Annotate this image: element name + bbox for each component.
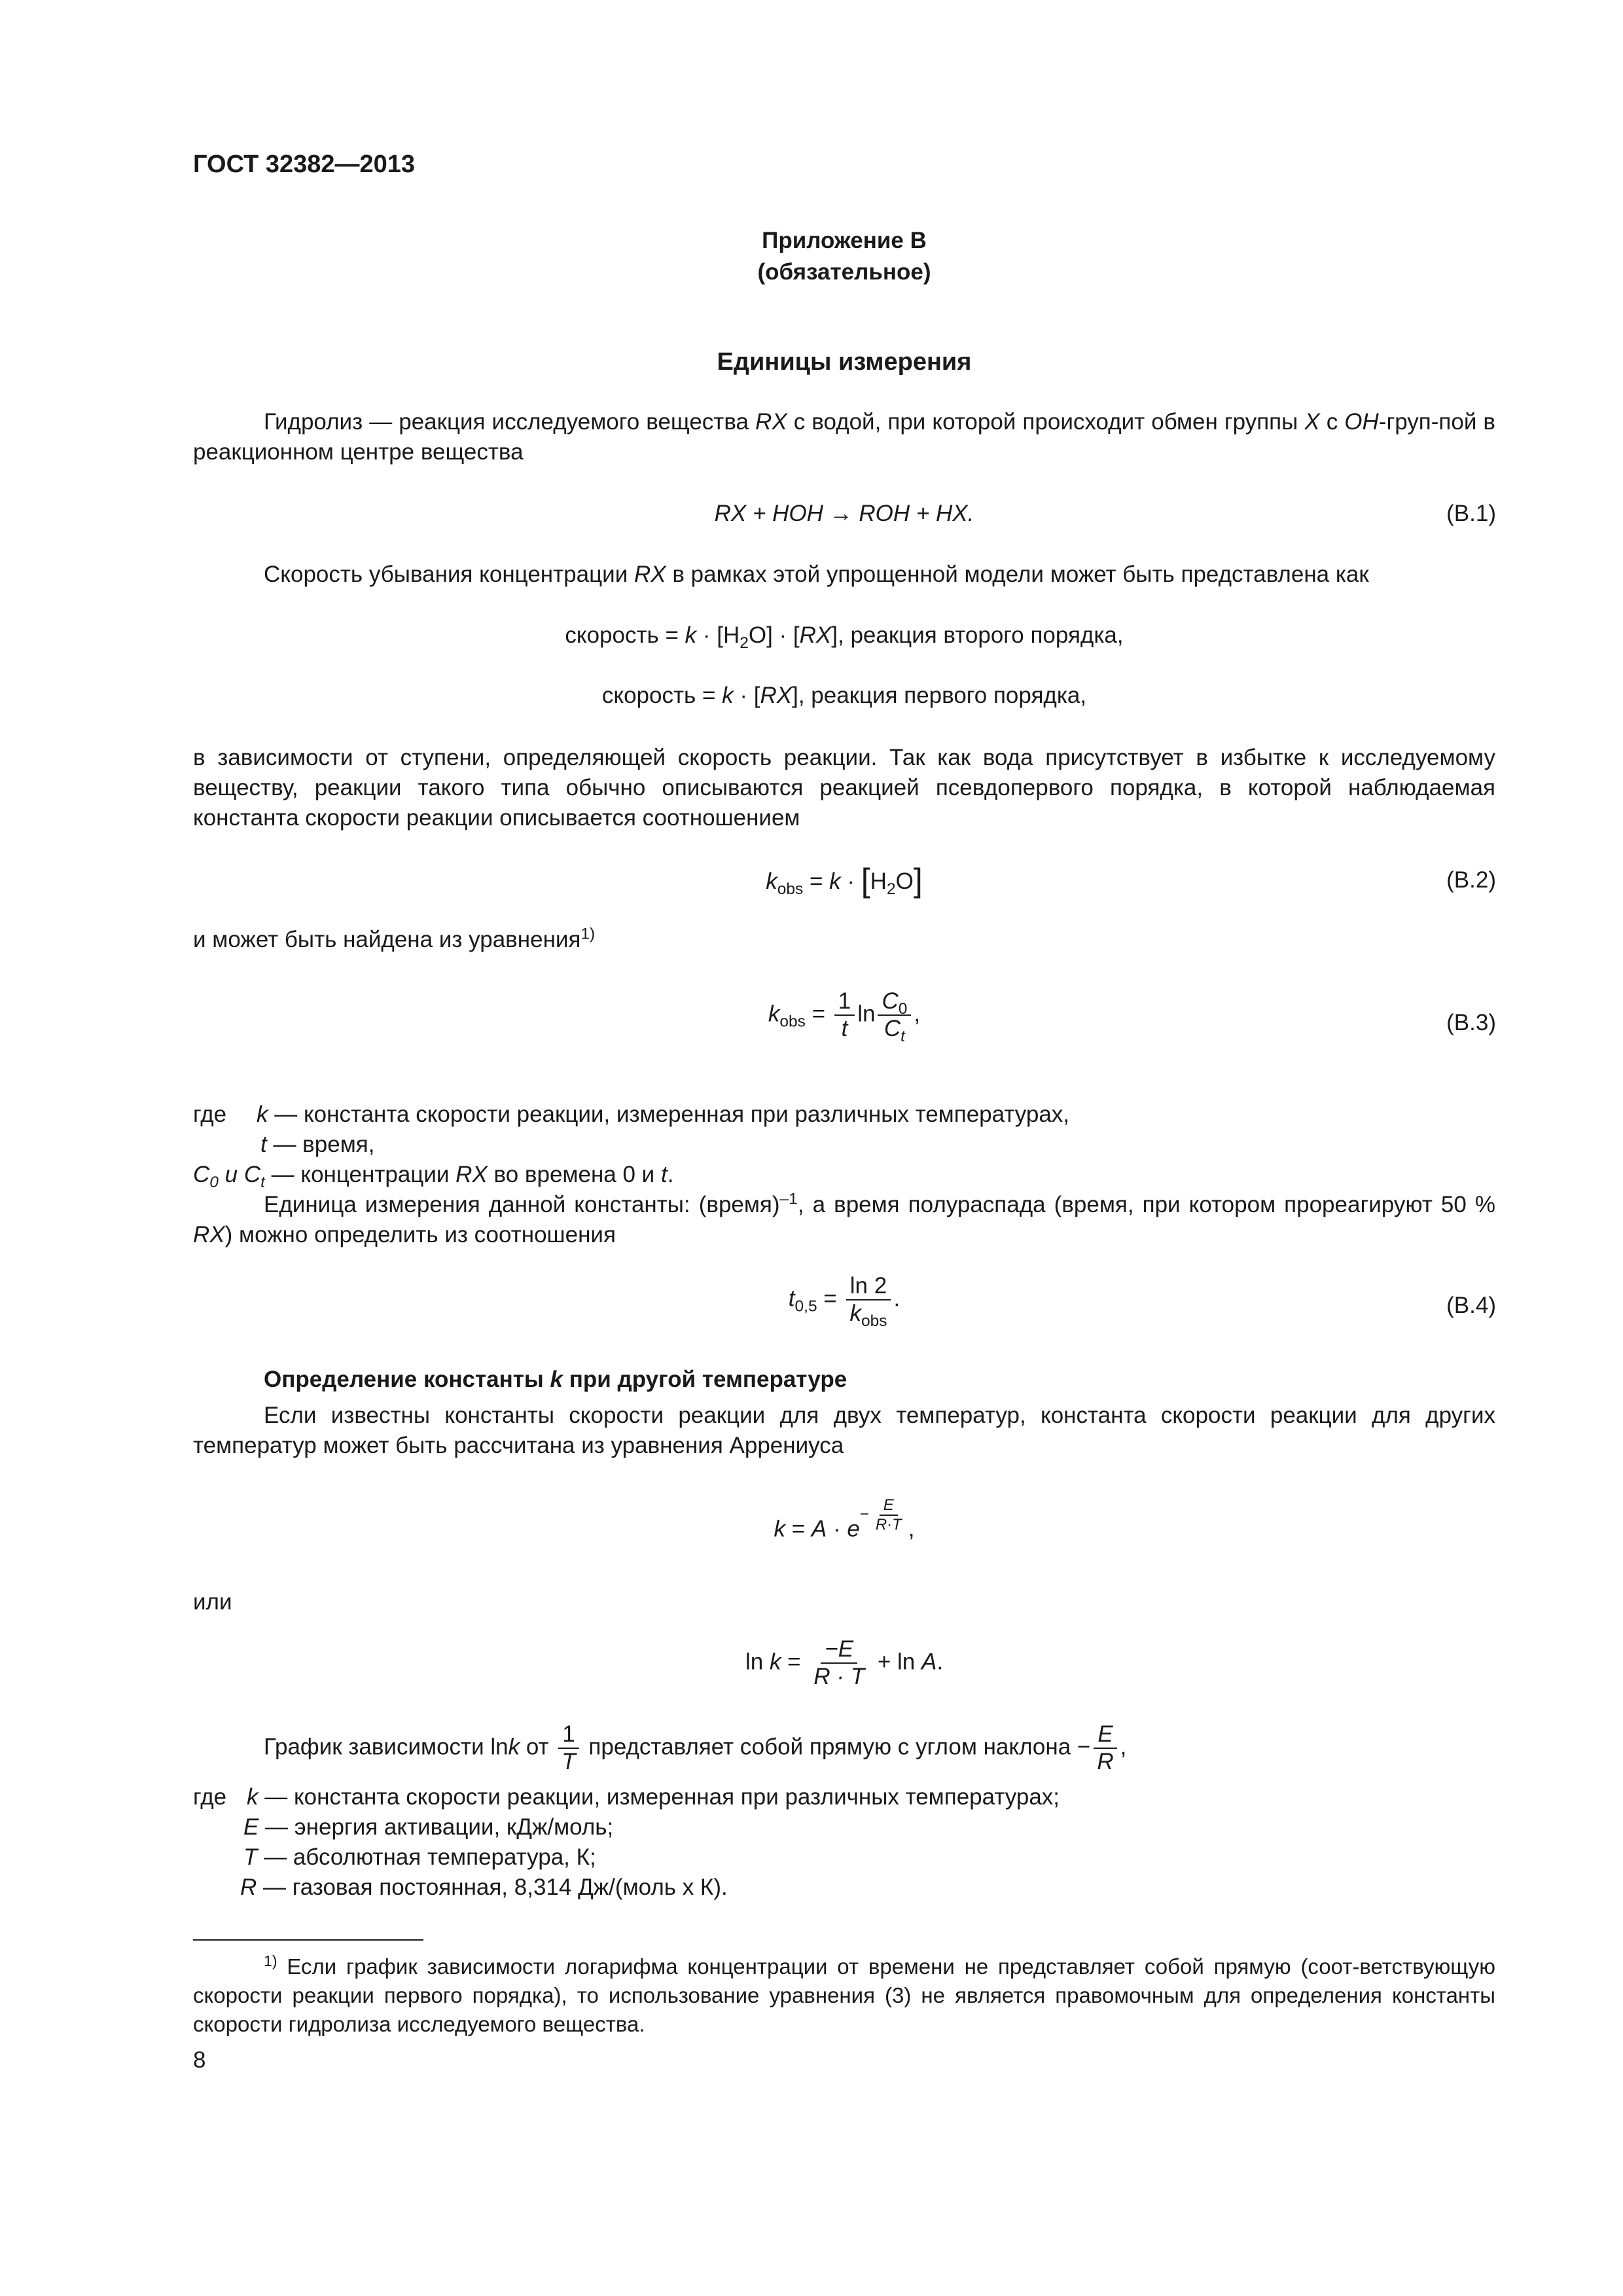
equation-arrhenius: $k = A \cdot e^{- \frac{E}{R\cdot T}}$ , — [774, 1496, 915, 1542]
equation-b3: $k_{obs}$ = $\frac{1}{t}$ ln $\frac{C_0}{C_t}$ , — [768, 988, 921, 1046]
footnote-rule — [193, 1939, 423, 1941]
fraction-e-over-r: $\frac{E}{R}$ — [1093, 1721, 1117, 1776]
definition-t: t — время, — [260, 1132, 375, 1157]
unit-paragraph: Единица измерения данной константы: (время)$^{-1}$, а время полураспада (время, при котором прореагируют 50 % RX) можно определить из соотношения — [193, 1190, 1495, 1247]
graph-description: График зависимости lnk от $\frac{1}{T}$ представляет собой прямую с углом наклона − $\frac{E}{R}$ , — [264, 1721, 1127, 1775]
found-from-equation: и может быть найдена из уравнения$^{1)}$ — [193, 925, 596, 952]
definition-r: R — газовая постоянная, 8,314 Дж/(моль х К). — [240, 1874, 728, 1900]
document-id: ГОСТ 32382—2013 — [193, 151, 416, 178]
fraction-1-over-t: $\frac{1}{t}$ — [834, 988, 855, 1043]
definition-concentrations: $C_0$ и $C_t$ — концентрации RX во времена 0 и t. — [193, 1162, 674, 1191]
equation-number-b2: (В.2) — [1446, 867, 1496, 893]
equation-b2: $k_{obs} = k \cdot [H_2O]$ — [766, 862, 923, 899]
equation-log-form: ln k = $\frac{-E}{R \cdot T}$ + ln A. — [745, 1636, 944, 1690]
section-title: Единицы измерения — [717, 348, 972, 376]
definition-e: E — энергия активации, кДж/моль; — [243, 1814, 614, 1840]
page-number: 8 — [193, 2047, 206, 2073]
rate-line-second-order: скорость = $k \cdot [H_2O] \cdot [RX]$, реакция второго порядка, — [565, 622, 1124, 652]
or-text: или — [193, 1589, 232, 1615]
exponent-fraction: $\frac{E}{R\cdot T}$ — [875, 1496, 902, 1534]
fraction-minus-e-over-rt: $\frac{-E}{R \cdot T}$ — [813, 1636, 865, 1690]
equation-number-b1: (В.1) — [1446, 501, 1496, 526]
dependency-paragraph: в зависимости от ступени, определяющей скорость реакции. Так как вода присутствует в избытке к исследуемому веществу, реакции такого типа обычно описываются реакцией псевдопервого порядка, в которой наблюдаемая константа скорости реакции описывается соотношением — [193, 745, 1495, 831]
rate-intro: Скорость убывания концентрации RX в рамках этой упрощенной модели может быть представлена как — [264, 562, 1369, 587]
equation-number-b3: (В.3) — [1446, 1010, 1496, 1035]
arrhenius-paragraph: Если известны константы скорости реакции для двух температур, константа скорости реакции для других температур может быть рассчитана из уравнения Аррениуса — [193, 1403, 1495, 1458]
fraction-ln2-over-kobs: $\frac{\ln 2}{k_{obs}}$ — [846, 1273, 891, 1327]
fraction-c0-over-ct: $\frac{C_0}{C_t}$ — [878, 988, 911, 1043]
definition-k-2: k — константа скорости реакции, измеренная при различных температурах; — [247, 1784, 1060, 1810]
where-label: где — [193, 1102, 227, 1127]
where-label-2: где — [193, 1784, 227, 1810]
footnote: $^{1)}$ Если график зависимости логарифма концентрации от времени не представляет собой прямую (соот-ветствующую скорости реакции первого порядка), то использование уравнения (3) не является правомочным для определения константы скорости гидролиза исследуемого вещества. — [193, 1952, 1495, 2036]
equation-b1: RX + HOH → ROH + HX. — [714, 501, 974, 526]
definition-temperature: T — абсолютная температура, К; — [243, 1844, 596, 1870]
subsection-title: Определение константы k при другой температуре — [264, 1367, 847, 1392]
fraction-1-over-T: $\frac{1}{T}$ — [558, 1721, 579, 1776]
appendix-title: Приложение В — [762, 228, 927, 253]
equation-number-b4: (В.4) — [1446, 1293, 1496, 1318]
rate-line-first-order: скорость = k · [RX], реакция первого порядка, — [601, 683, 1087, 708]
appendix-status: (обязательное) — [757, 259, 931, 285]
equation-b4: $t_{0,5}$ = $\frac{\ln 2}{k_{obs}}$ . — [788, 1273, 901, 1331]
intro-paragraph: Гидролиз — реакция исследуемого вещества RX с водой, при которой происходит обмен группы X с OH-груп-пой в реакционном центре вещества — [193, 409, 1496, 465]
definition-k: k — константа скорости реакции, измеренная при различных температурах, — [257, 1102, 1070, 1127]
